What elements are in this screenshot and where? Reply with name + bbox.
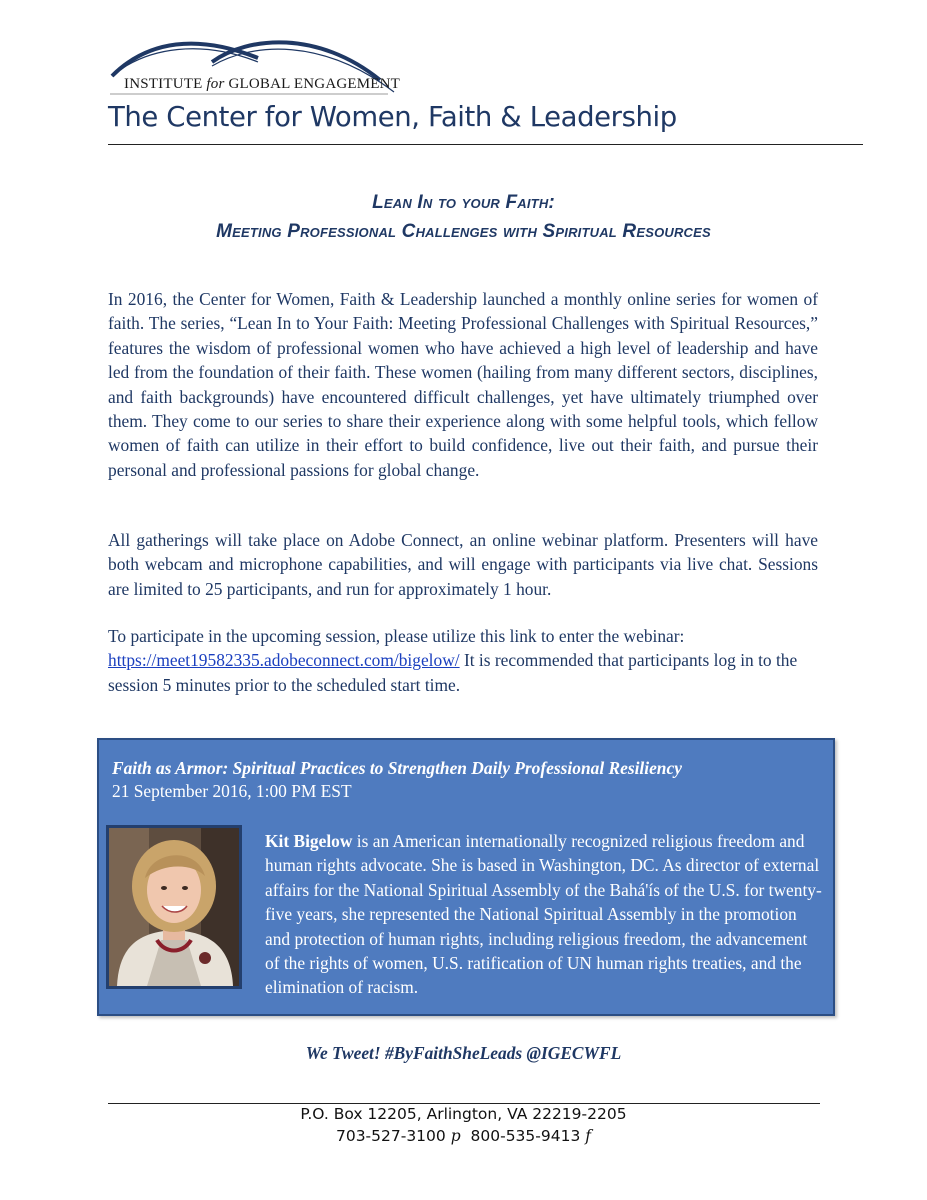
tweet-line: We Tweet! #ByFaithSheLeads @IGECWFL	[305, 1043, 622, 1063]
participation-intro: To participate in the upcoming session, please utilize this link to enter the webinar:	[108, 626, 685, 646]
speaker-bio-text: is an American internationally recognized religious freedom and human rights advocate. She is based in Washington, DC. As director of external affairs for the National Spiritual Assembly of the Bahá'ís of the U.S. for twenty-five years, she represented the National Spiritual Assembly in the promotion and protection of human rights, including religious freedom, the advancement of the rights of women, U.S. ratification of UN human rights treaties, and the elimination of racism.	[265, 831, 822, 998]
footer-fax: 800-535-9413	[470, 1127, 581, 1145]
intro-paragraph: In 2016, the Center for Women, Faith & Leadership launched a monthly online series for women of faith. The series, “Lean In to Your Faith: Meeting Professional Challenges with Spiritual Resources,” features the wisdom of professional women who have achieved a high level of leadership and have led from the foundation of their faith. These women (hailing from many different sectors, disciplines, and faith backgrounds) have encountered difficult challenges, yet have ultimately triumphed over them. They come to our series to share their experience along with some helpful tools, which fellow women of faith can utilize in their effort to build confidence, live out their faith, and pursue their personal and professional passions for global change.	[108, 289, 818, 480]
center-title: The Center for Women, Faith & Leadership	[108, 101, 677, 133]
speaker-name: Kit Bigelow	[265, 831, 353, 851]
footer-phone-suffix: p	[450, 1127, 461, 1145]
footer-divider	[108, 1103, 820, 1104]
event-title: Faith as Armor: Spiritual Practices to Strengthen Daily Professional Resiliency	[112, 758, 682, 778]
webinar-link[interactable]: https://meet19582335.adobeconnect.com/bigelow/	[108, 650, 460, 671]
speaker-bio	[265, 829, 825, 1000]
document-title-line-2: Meeting Professional Challenges with Spiritual Resources	[216, 221, 711, 242]
footer-phone: 703-527-3100	[335, 1127, 446, 1145]
speaker-photo	[106, 825, 242, 989]
footer-contact	[0, 1127, 927, 1145]
participation-note: It is recommended that participants log in to the session 5 minutes prior to the scheduled start time.	[108, 650, 798, 695]
logo-text: INSTITUTE for GLOBAL ENGAGEMENT	[124, 76, 401, 92]
participation-paragraph	[108, 624, 818, 697]
footer-address: P.O. Box 12205, Arlington, VA 22219-2205	[300, 1105, 627, 1123]
event-box	[97, 738, 835, 1016]
platform-paragraph: All gatherings will take place on Adobe Connect, an online webinar platform. Presenters will have both webcam and microphone capabilities, and will engage with participants via live chat. Sessions are limited to 25 participants, and run for approximately 1 hour.	[108, 530, 818, 599]
institute-logo	[108, 32, 408, 102]
document-title-line-1: Lean In to your Faith:	[372, 192, 555, 213]
event-date: 21 September 2016, 1:00 PM EST	[112, 781, 352, 801]
footer-fax-suffix: f	[585, 1127, 592, 1145]
header-divider	[108, 144, 863, 145]
